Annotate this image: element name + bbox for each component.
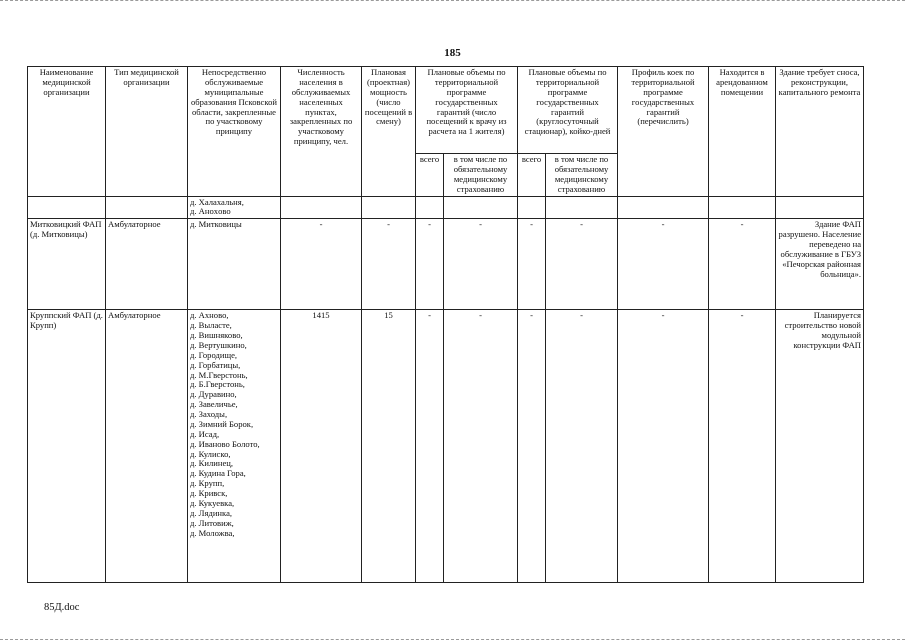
bed-profile-value: - <box>618 219 709 310</box>
village-item: д. Моложва, <box>190 527 235 538</box>
village-item: д. Б.Гверстонь, <box>190 379 245 390</box>
village-item: д. Килинец, <box>190 458 234 469</box>
header-leased: Находится в арендованном помещении <box>709 67 776 197</box>
table-row-mitkovitsy <box>28 219 864 310</box>
village-item: д. Иваново Болото, <box>190 438 260 449</box>
org-name: Круппский ФАП (д. Крупп) <box>28 310 106 583</box>
header-row <box>28 67 864 154</box>
village-item: д. Крупп, <box>190 478 225 489</box>
visits-total-value: - <box>416 310 444 583</box>
subheader-visits-total: всего <box>416 154 444 197</box>
village-item: д. Халахальня, <box>190 196 244 207</box>
village-item: д. Заходы, <box>190 409 228 419</box>
village-item: д. Кулиско, <box>190 448 231 459</box>
village-item: д. Городище, <box>190 349 238 360</box>
leased-value: - <box>709 310 776 583</box>
village-item: д. Дуравино, <box>190 389 237 400</box>
header-bed-profile: Профиль коек по территориальной программе государственных гарантий (перечислить) <box>618 67 709 197</box>
header-population: Численность населения в обслуживаемых населенных пунктах, закрепленных по участковому принципу, чел. <box>281 67 362 197</box>
village-item: д. Лядинка, <box>190 507 233 518</box>
subheader-beds-total: всего <box>518 154 546 197</box>
header-served-areas: Непосредственно обслуживаемые муниципальные образования Псковской области, закрепленные по участковому принципу <box>188 67 281 197</box>
org-type: Амбулаторное <box>106 310 188 583</box>
village-item: д. Кукуевка, <box>190 497 235 508</box>
header-planned-beds: Плановые объемы по территориальной программе государственных гарантий (круглосуточный стационар), койко-дней <box>518 67 618 154</box>
beds-oms-value: - <box>546 310 618 583</box>
subheader-beds-oms: в том числе по обязательному медицинскому страхованию <box>546 154 618 197</box>
village-item: д. М.Гверстонь, <box>190 369 248 380</box>
population-value: 1415 <box>281 310 362 583</box>
village-item: д. Вертушкино, <box>190 339 247 350</box>
village-item: д. Исад, <box>190 428 220 439</box>
village-list <box>188 219 281 310</box>
village-item: д. Зимний Борок, <box>190 418 254 429</box>
bed-profile-value: - <box>618 310 709 583</box>
capacity-value: 15 <box>362 310 416 583</box>
building-note: Планируется строительство новой модульной конструкции ФАП <box>776 310 864 583</box>
subheader-visits-oms: в том числе по обязательному медицинскому страхованию <box>444 154 518 197</box>
village-list <box>188 196 281 219</box>
leased-value: - <box>709 219 776 310</box>
beds-total-value: - <box>518 219 546 310</box>
visits-oms-value: - <box>444 219 518 310</box>
village-item: д. Кривск, <box>190 488 228 498</box>
village-item: д. Вишняково, <box>190 330 243 340</box>
page-number: 185 <box>444 47 461 59</box>
scan-edge-top <box>0 0 905 3</box>
population-value: - <box>281 219 362 310</box>
village-list <box>188 310 281 583</box>
header-building: Здание требует сноса, реконструкции, капитального ремонта <box>776 67 864 197</box>
village-item: д. Аноxово <box>190 206 231 217</box>
village-item: д. Ахново, <box>190 310 229 321</box>
visits-total-value: - <box>416 219 444 310</box>
village-item: д. Завеличье, <box>190 399 238 410</box>
building-note: Здание ФАП разрушено. Население переведено на обслуживание в ГБУЗ «Печорская районная больница». <box>776 219 864 310</box>
village-item: д. Литовиж, <box>190 517 234 528</box>
table-row-continuation <box>28 196 864 219</box>
header-org-name: Наименование медицинской организации <box>28 67 106 197</box>
org-name: Митковицкий ФАП (д. Митковицы) <box>28 219 106 310</box>
table-row-krupp <box>28 310 864 583</box>
org-type: Амбулаторное <box>106 219 188 310</box>
village-item: д. Кудина Гора, <box>190 468 246 479</box>
footer-filename: 85Д.doc <box>44 602 80 613</box>
header-capacity: Плановая (проектная) мощность (число посещений в смену) <box>362 67 416 197</box>
header-planned-visits: Плановые объемы по территориальной программе государственных гарантий (число посещений к врачу из расчета на 1 жителя) <box>416 67 518 154</box>
header-org-type: Тип медицинской организации <box>106 67 188 197</box>
beds-total-value: - <box>518 310 546 583</box>
visits-oms-value: - <box>444 310 518 583</box>
village-item: д. Митковицы <box>190 219 242 230</box>
village-item: д. Выласте, <box>190 320 232 331</box>
capacity-value: - <box>362 219 416 310</box>
facilities-table <box>27 66 864 583</box>
beds-oms-value: - <box>546 219 618 310</box>
village-item: д. Горбатицы, <box>190 359 241 370</box>
